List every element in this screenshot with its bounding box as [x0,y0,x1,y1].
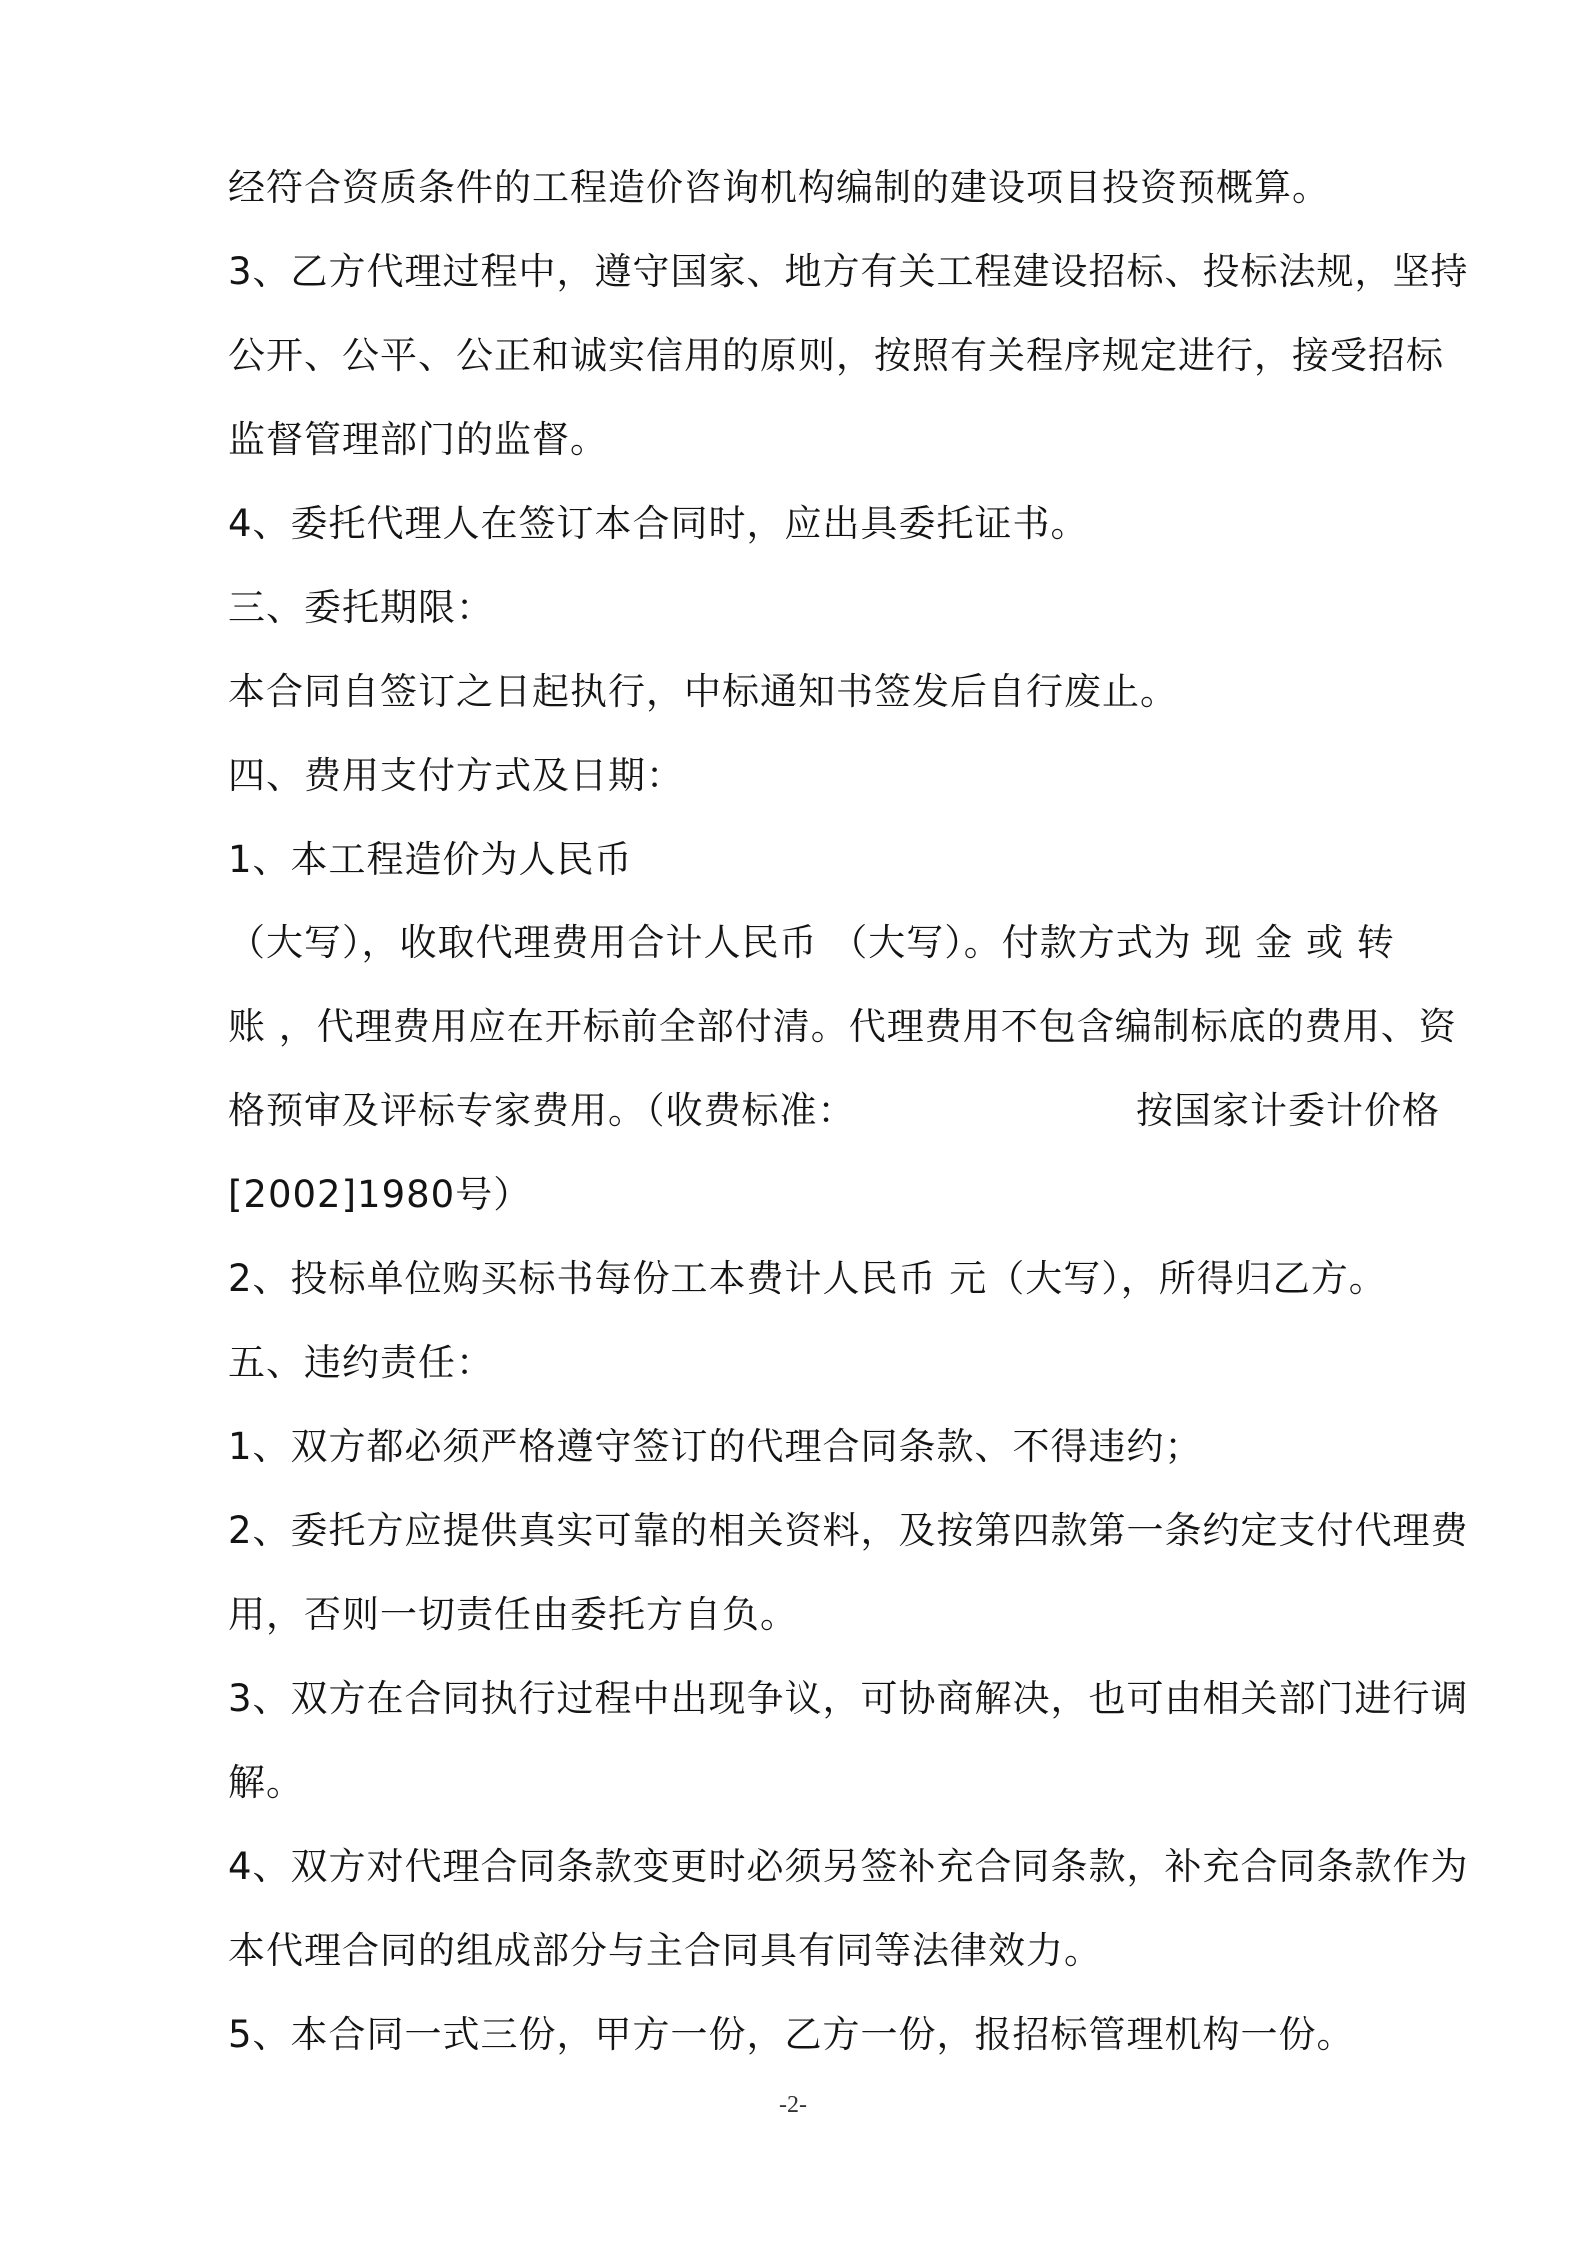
paragraph-line: 5、本合同一式三份，甲方一份，乙方一份，报招标管理机构一份。 [228,2013,1355,2056]
paragraph-line: 账 ，代理费用应在开标前全部付清。代理费用不包含编制标底的费用、资 [228,1005,1457,1048]
paragraph-line: 2、投标单位购买标书每份工本费计人民币 元（大写），所得归乙方。 [228,1257,1387,1300]
fee-standard-value: 按国家计委计价格 [1136,1089,1440,1132]
paragraph-line: 公开、公平、公正和诚实信用的原则，按照有关程序规定进行，接受招标 [228,334,1444,377]
section-heading: 五、违约责任： [228,1341,494,1384]
fee-standard-label: 格预审及评标专家费用。（收费标准： [228,1089,856,1132]
paragraph-line: 3、双方在合同执行过程中出现争议，可协商解决，也可由相关部门进行调 [228,1677,1469,1720]
section-heading: 四、费用支付方式及日期： [228,754,684,797]
section-heading: 三、委托期限： [228,586,494,629]
paragraph-line: 用，否则一切责任由委托方自负。 [228,1593,798,1636]
paragraph-line: 本合同自签订之日起执行，中标通知书签发后自行废止。 [228,670,1178,713]
paragraph-line: 监督管理部门的监督。 [228,418,608,461]
page-number: -2- [779,2092,807,2118]
paragraph-line: 1、本工程造价为人民币 [228,838,633,881]
fee-standard-line [228,1086,1440,1136]
paragraph-line: 1、双方都必须严格遵守签订的代理合同条款、不得违约； [228,1425,1203,1468]
paragraph-line: （大写），收取代理费用合计人民币 （大写）。付款方式为 现 金 或 转 [228,921,1395,964]
paragraph-line: 4、委托代理人在签订本合同时，应出具委托证书。 [228,502,1089,545]
paragraph-line: [2002]1980号） [228,1173,532,1216]
paragraph-line: 3、乙方代理过程中，遵守国家、地方有关工程建设招标、投标法规，坚持 [228,250,1469,293]
paragraph-line: 解。 [228,1761,304,1804]
paragraph-line: 4、双方对代理合同条款变更时必须另签补充合同条款，补充合同条款作为 [228,1845,1469,1888]
paragraph-line: 本代理合同的组成部分与主合同具有同等法律效力。 [228,1929,1102,1972]
paragraph-line: 经符合资质条件的工程造价咨询机构编制的建设项目投资预概算。 [228,166,1330,209]
paragraph-line: 2、委托方应提供真实可靠的相关资料，及按第四款第一条约定支付代理费 [228,1509,1469,1552]
